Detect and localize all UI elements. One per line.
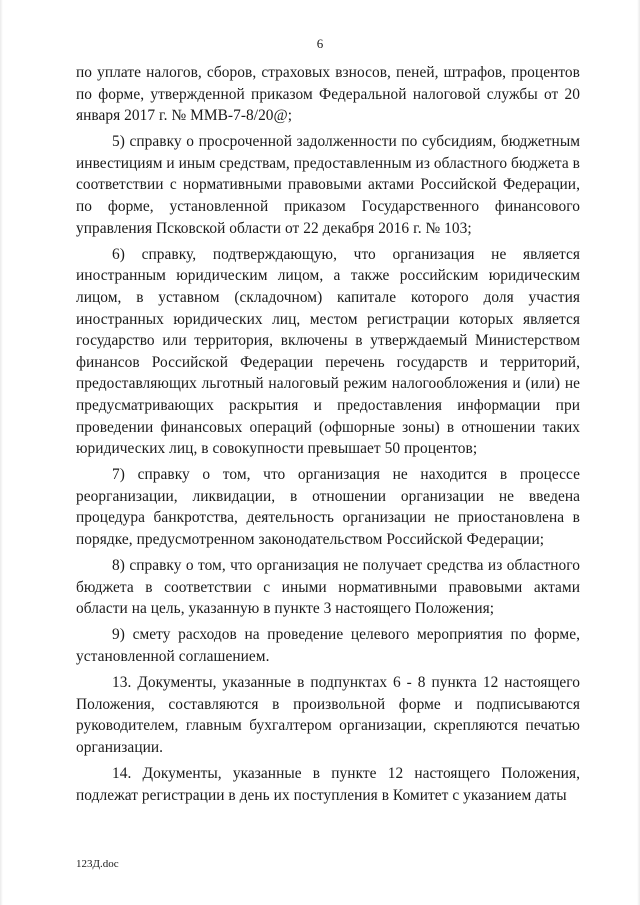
paragraph-item-9: 9) смету расходов на проведение целевого мероприятия по форме, установленной соглашением. (76, 626, 580, 665)
paragraph-item-7: 7) справку о том, что организация не находится в процессе реорганизации, ликвидации, в отношении организации не введена процедура банкротства, деятельность организации не приостановлена в порядке, предусмотренном законодательством Российской Федерации; (76, 466, 580, 548)
document-body (76, 62, 580, 806)
paragraph-clause-13: 13. Документы, указанные в подпунктах 6 - 8 пункта 12 настоящего Положения, составляются в произвольной форме и подписываются руководителем, главным бухгалтером организации, скрепляются печатью организации. (76, 674, 580, 756)
paragraph-item-6: 6) справку, подтверждающую, что организация не является иностранным юридическим лицом, а также российским юридическим лицом, в уставном (складочном) капитале которого доля участия иностранных юридических лиц, местом регистрации которых является государство или территория, включены в утверждаемый Министерством финансов Российской Федерации перечень государств и территорий, предоставляющих льготный налоговый режим налогообложения и (или) не предусматривающих раскрытия и предоставления информации при проведении финансовых операций (офшорные зоны) в отношении таких юридических лиц, в совокупности превышает 50 процентов; (76, 245, 580, 458)
paragraph-item-8: 8) справку о том, что организация не получает средства из областного бюджета в соответствии с иными нормативными правовыми актами области на цель, указанную в пункте 3 настоящего Положения; (76, 557, 580, 618)
page-number: 6 (316, 36, 324, 51)
footer-filename: 123Д.doc (76, 858, 119, 870)
paragraph-item-5: 5) справку о просроченной задолженности по субсидиям, бюджетным инвестициям и иным средствам, предоставленным из областного бюджета в соответствии с нормативными правовыми актами Российской Федерации, по форме, установленной приказом Государственного финансового управления Псковской области от 22 декабря 2016 г. № 103; (76, 133, 580, 237)
paragraph-clause-14: 14. Документы, указанные в пункте 12 настоящего Положения, подлежат регистрации в день их поступления в Комитет с указанием даты (76, 764, 580, 804)
scan-edge-left (0, 0, 3, 905)
paragraph-continuation: по уплате налогов, сборов, страховых взносов, пеней, штрафов, процентов по форме, утвержденной приказом Федеральной налоговой службы от 20 января 2017 г. № ММВ-7-8/20@; (76, 64, 580, 125)
